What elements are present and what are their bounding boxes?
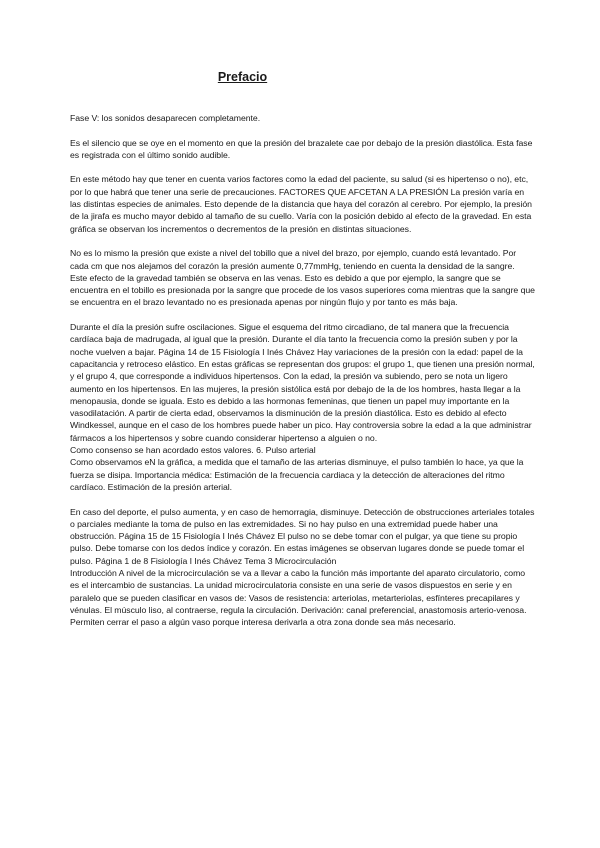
paragraph-microcirculacion: Introducción A nivel de la microcirculación se va a llevar a cabo la función más importante del aparato circulatorio, como es el intercambio de sustancias. La unidad microcirculatoria consiste en una serie de vasos dispuestos en serie y en paralelo que se pueden clasificar en vasos de: Vasos de resistencia: arteriolas, metarteriolas, esfínteres precapilares y vénulas. El músculo liso, al contraerse, regula la circulación. Derivación: canal preferencial, anastomosis arterio-venosa. Permiten cerrar el paso a algún vaso porque interesa derivarla a otra zona donde sea más necesario.	[70, 567, 527, 628]
paragraph-fase-v: Fase V: los sonidos desaparecen completamente.	[70, 113, 261, 123]
paragraph-silencio: Es el silencio que se oye en el momento en que la presión del brazalete cae por debajo de la presión diastólica. Esta fase es registrada con el último sonido audible.	[70, 137, 533, 160]
paragraph-deporte: En caso del deporte, el pulso aumenta, y en caso de hemorragia, disminuye. Detección de obstrucciones arteriales totales o parciales mediante la toma de pulso en las extremidades. Si no hay pulso en una extremidad puede haber una obstrucción. Página 15 de 15 Fisiología I Inés Chávez El pulso no se debe tomar con el pulgar, ya que tiene su propio pulso. Debe tomarse con los dedos índice y corazón. En estas imágenes se observan lugares donde se puede tomar el pulso. Página 1 de 8 Fisiología I Inés Chávez Tema 3 Microcirculación	[70, 506, 535, 566]
page-title: Prefacio	[217, 70, 268, 84]
paragraph-metodo: En este método hay que tener en cuenta varios factores como la edad del paciente, su salud (si es hipertenso o no), etc, por lo que habrá que tener una serie de precauciones. FACTORES QUE AFCETAN A LA PRESIÓN La presión varía en las distintas especies de animales. Esto depende de la distancia que haya del corazón al cerebro. Por ejemplo, la presión de la jirafa es mucho mayor debido al tamaño de su cuello. Varía con la posición debido al efecto de la gravedad. En esta gráfica se observan los incrementos o decrementos de la presión en distintas situaciones.	[70, 174, 532, 234]
document-body	[70, 112, 535, 628]
paragraph-oscilaciones: Durante el día la presión sufre oscilaciones. Sigue el esquema del ritmo circadiano, de tal manera que la frecuencia cardíaca baja de madrugada, al igual que la presión. Durante el día tanto la frecuencia como la presión suben y por la noche vuelven a bajar. Página 14 de 15 Fisiología I Inés Chávez Hay variaciones de la presión con la edad: papel de la capacitancia y retroceso elástico. En estas gráficas se representan dos grupos: el grupo 1, que tienen una presión normal, y el grupo 4, que corresponde a individuos hipertensos. Con la edad, la presión va subiendo, pero se nota un ligero aumento en los hipertensos. En las mujeres, la presión sistólica está por debajo de la de los hombres, hasta llegar a la menopausia, donde se iguala. Esto es debido a las hormonas femeninas, que tienen un papel muy importante en la vasodilatación. A partir de cierta edad, observamos la disminución de la presión diastólica. Esto es debido al efecto Windkessel, aunque en el caso de los hombres puede haber un pico. Hay controversia sobre la edad a la que administrar fármacos a los hipertensos y sobre cuando considerar hipertenso a alguien o no.	[70, 322, 535, 443]
paragraph-tobillo: No es lo mismo la presión que existe a nivel del tobillo que a nivel del brazo, por ejemplo, cuando está levantado. Por cada cm que nos alejamos del corazón la presión aumente 0,77mmHg, teniendo en cuenta la densidad de la sangre.	[70, 248, 517, 271]
paragraph-venas: Este efecto de la gravedad también se observa en las venas. Esto es debido a que por ejemplo, la sangre que se encuentra en el tobillo es presionada por la sangre que procede de los vasos superiores coma mientras que la sangre que se encuentra en el brazo levantado no es presionada apenas por ningún flujo y por tanto es más baja.	[70, 272, 535, 308]
paragraph-consenso: Como consenso se han acordado estos valores. 6. Pulso arterial	[70, 445, 316, 456]
paragraph-pulso-grafica: Como observamos eN la gráfica, a medida que el tamaño de las arterias disminuye, el pulso también lo hace, ya que la fuerza se disipa. Importancia médica: Estimación de la frecuencia cardiaca y la detección de alteraciones del ritmo cardíaco. Estimación de la presión arterial.	[70, 457, 524, 492]
